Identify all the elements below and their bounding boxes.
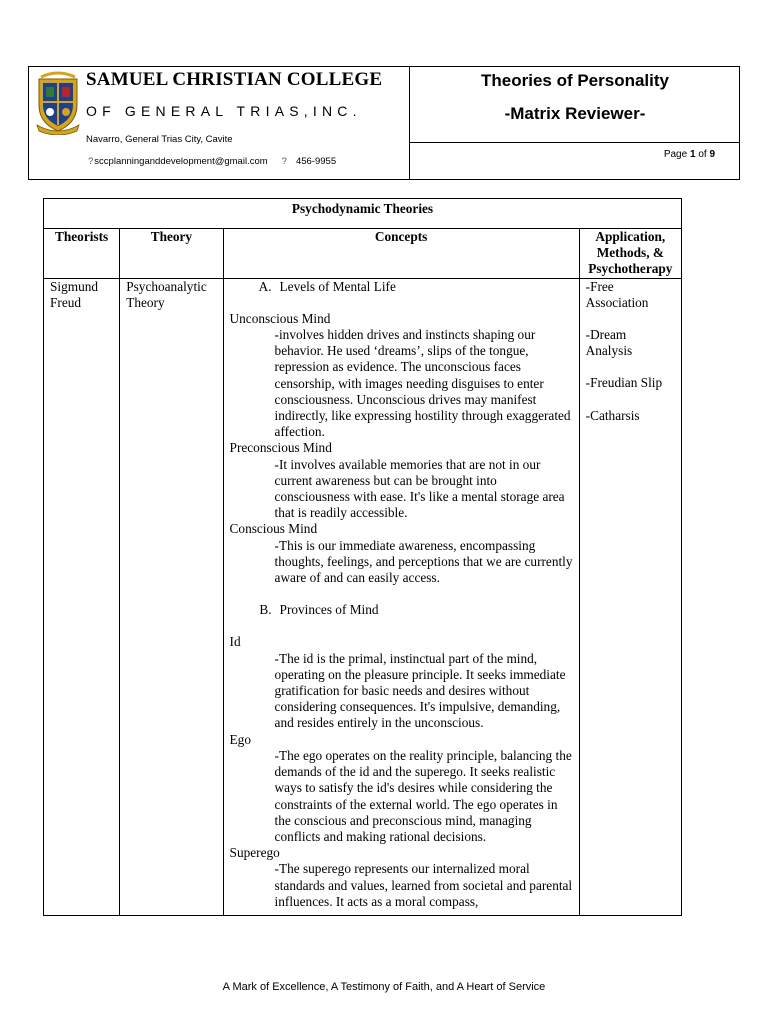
concept-heading-a: A. Levels of Mental Life [258, 278, 396, 294]
concept-description: -It involves available memories that are not in our current awareness but can be brought into consciousness with ease. It's like a mental storage area that is readily accessible. [274, 456, 565, 521]
document-subtitle: -Matrix Reviewer- [504, 104, 646, 123]
application-item: -Free Association [585, 278, 649, 310]
document-header [28, 66, 740, 180]
contact-phone: 456-9955 [295, 156, 337, 167]
college-name: SAMUEL CHRISTIAN COLLEGE [86, 69, 383, 90]
concepts-cell [223, 278, 579, 915]
concept-term: Ego [229, 731, 251, 747]
concept-term: Superego [229, 845, 280, 861]
column-header-application: Application, Methods, & Psychotherapy [579, 229, 681, 279]
theory-cell: Psychoanalytic Theory [120, 278, 223, 915]
concept-term: Preconscious Mind [229, 440, 332, 456]
application-item: -Catharsis [585, 407, 640, 423]
theorist-cell: Sigmund Freud [44, 278, 120, 915]
column-header-theory: Theory [120, 229, 223, 279]
concept-description: -The id is the primal, instinctual part of the mind, operating on the pleasure principle. It seeks immediate gratification for basic needs and desires without considering consequences. It's impulsive, demanding, and resides entirely in the unconscious. [274, 650, 566, 731]
phone-glyph-icon: ? [281, 156, 287, 167]
concept-description: -This is our immediate awareness, encompassing thoughts, feelings, and perceptions that we are currently aware of and can easily access. [274, 537, 573, 586]
document-title: Theories of Personality [481, 71, 669, 90]
theories-matrix-table [43, 198, 682, 916]
contact-info [88, 156, 336, 167]
application-item: -Dream Analysis [585, 327, 633, 359]
page-total: 9 [709, 149, 715, 160]
header-horizontal-divider [409, 142, 740, 143]
application-cell [579, 278, 681, 915]
college-subtitle: OF GENERAL TRIAS,INC. [86, 103, 362, 119]
concept-term: Id [229, 634, 241, 650]
contact-email: sccplanninganddevelopment@gmail.com [94, 156, 268, 167]
college-seal-logo [33, 71, 83, 135]
column-header-row [44, 229, 682, 279]
page-current: 1 [689, 149, 696, 160]
concept-heading-b: B. Provinces of Mind [259, 602, 379, 618]
concept-description: -involves hidden drives and instincts shaping our behavior. He used ‘dreams’, slips of the tongue, repression as evidence. The unconscious faces censorship, with images needing disguises to enter consciousness. Unconscious drives may manifest indirectly, like expressing hostility through exaggerated affection. [274, 327, 571, 440]
section-title: Psychodynamic Theories [44, 199, 682, 229]
concept-description: -The superego represents our internalized moral standards and values, learned from societal and parental influences. It acts as a moral compass, [274, 861, 573, 909]
college-address: Navarro, General Trias City, Cavite [86, 134, 233, 145]
footer-motto: A Mark of Excellence, A Testimony of Faith, and A Heart of Service [222, 981, 546, 993]
column-header-theorists: Theorists [44, 229, 120, 279]
concept-term: Unconscious Mind [229, 310, 331, 326]
column-header-concepts: Concepts [223, 229, 579, 279]
application-item: -Freudian Slip [585, 375, 663, 391]
table-row [44, 278, 682, 915]
email-glyph-icon: ? [88, 156, 94, 167]
concept-description: -The ego operates on the reality principle, balancing the demands of the id and the superego. It seeks realistic ways to satisfy the id's desires while considering the constraints of the external world. The ego operates in the conscious and preconscious mind, managing conflicts and making rational decisions. [274, 747, 572, 844]
concept-term: Conscious Mind [229, 521, 318, 537]
page-number: Page 1 of 9 [663, 149, 715, 160]
